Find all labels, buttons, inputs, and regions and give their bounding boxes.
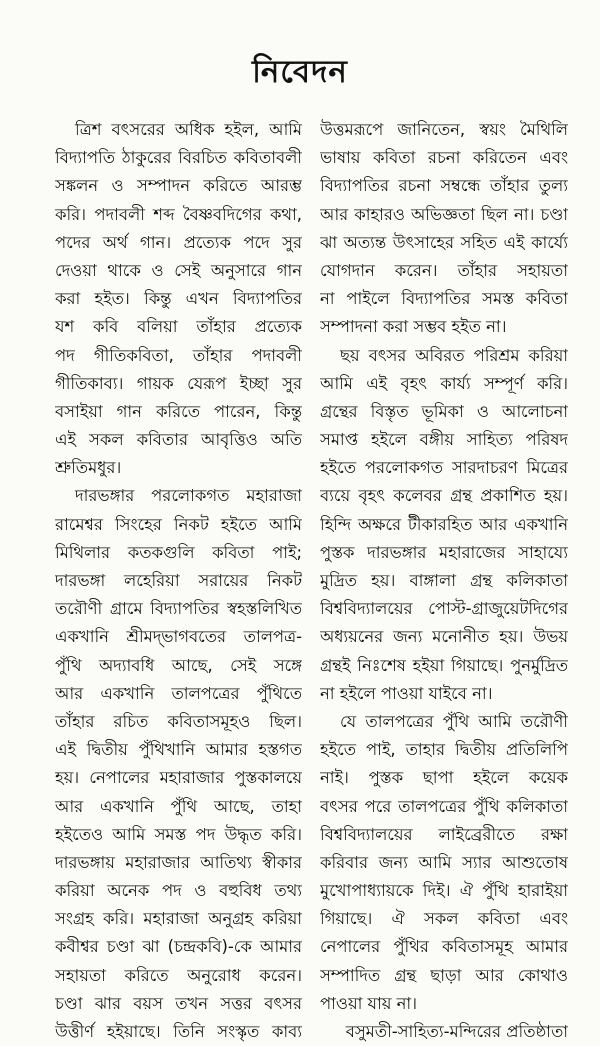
text-line: মুদ্রিত হয়। বাঙ্গালা গ্রন্থ কলিকাতা <box>320 571 568 590</box>
text-line: নাই। পুস্তক ছাপা হইলে কয়েক <box>320 768 568 788</box>
text-line: বৎসর পরে তালপত্রের পুঁথি কলিকাতা <box>320 796 568 816</box>
text-line: বিদ্যাপতি ঠাকুরের বিরচিত কবিতাবলী <box>55 148 302 168</box>
text-line: যশ কবি বলিয়া তাঁহার প্রত্যেক <box>55 317 302 337</box>
text-line: রামেশ্বর সিংহের নিকট হইতে আমি <box>55 514 302 534</box>
text-line: বিদ্যাপতির রচনা সম্বন্ধে তাঁহার তুল্য <box>320 176 568 196</box>
text-line: পুস্তক দারভঙ্গার মহারাজের সাহায্যে <box>320 542 568 562</box>
text-line: আর কাহারও অভিজ্ঞতা ছিল না। চণ্ডা <box>320 204 568 224</box>
text-line: শ্রুতিমধুর। <box>55 458 122 478</box>
text-line: তাঁহার রচিত কবিতাসমূহও ছিল। <box>55 711 302 731</box>
text-line: গীতিকাব্য। গায়ক যেরূপ ইচ্ছা সুর <box>55 373 302 393</box>
page-title: নিবেদন <box>252 54 348 90</box>
text-line: হইতেও আমি সমস্ত পদ উদ্ধৃত করি। <box>55 824 302 844</box>
text-line: করা হইত। কিন্তু এখন বিদ্যাপতির <box>55 289 302 309</box>
text-line: উত্তমরূপে জানিতেন, স্বয়ং মৈথিলি <box>320 120 568 139</box>
text-line: দারভঙ্গার পরলোকগত মহারাজা <box>75 486 302 506</box>
text-line: বিশ্ববিদ্যালয়ের পোস্ট-গ্রাজুয়েটদিগের <box>320 599 568 619</box>
text-line: হিন্দি অক্ষরে টীকারহিত আর একখানি <box>320 514 568 534</box>
text-line: সহায়তা করিতে অনুরোধ করেন। <box>55 965 302 985</box>
text-line: দারভঙ্গা লহেরিয়া সরায়ের নিকট <box>55 571 302 590</box>
text-line: সমাপ্ত হইলে বঙ্গীয় সাহিত্য পরিষদ <box>320 430 568 450</box>
text-line: আর একখানি পুঁথি আছে, তাহা <box>55 796 302 816</box>
text-line: সম্পাদনা করা সম্ভব হইত না। <box>320 317 507 337</box>
text-line: চণ্ডা ঝার বয়স তখন সত্তর বৎসর <box>55 993 302 1013</box>
text-line: আমি এই বৃহৎ কার্য্য সম্পূর্ণ করি। <box>320 373 568 393</box>
text-line: ত্রিশ বৎসরের অধিক হইল, আমি <box>75 120 302 139</box>
text-line: ভাষায় কবিতা রচনা করিতেন এবং <box>320 148 568 168</box>
text-line: ব্যয়ে বৃহৎ কলেবর গ্রন্থ প্রকাশিত হয়। <box>320 486 568 506</box>
text-line: একখানি শ্রীমদ্‌ভাগবতের তালপত্র- <box>55 627 302 647</box>
text-line: করি। পদাবলী শব্দ বৈষ্ণবদিগের কথা, <box>55 204 302 224</box>
right-column <box>320 116 568 1046</box>
text-line: না পাইলে বিদ্যাপতির সমস্ত কবিতা <box>320 289 568 309</box>
text-line: দারভঙ্গায় মহারাজার আতিথ্য স্বীকার <box>55 852 302 872</box>
text-line: আর একখানি তালপত্রের পুঁথিতে <box>55 683 302 703</box>
signature-line: বসুমতী-সাহিত্য-মন্দিরের প্রতিষ্ঠাতা <box>345 1022 568 1041</box>
text-line: বসাইয়া গান করিতে পারেন, কিন্তু <box>55 401 302 421</box>
text-line: কবীশ্বর চণ্ডা ঝা (চন্দ্রকবি)-কে আমার <box>55 937 302 957</box>
text-line: নেপালের পুঁথির কবিতাসমূহ আমার <box>320 937 568 957</box>
text-line: হইতে পরলোকগত সারদাচরণ মিত্রের <box>320 458 568 478</box>
text-line: সম্পাদিত গ্রন্থ ছাড়া আর কোথাও <box>320 965 568 985</box>
text-line: হয়। নেপালের মহারাজার পুস্তকালয়ে <box>55 768 302 788</box>
text-line: সঙ্কলন ও সম্পাদন করিতে আরম্ভ <box>55 176 302 196</box>
text-line: গ্রন্থের বিস্তৃত ভূমিকা ও আলোচনা <box>320 401 568 421</box>
text-line: তরৌণী গ্রামে বিদ্যাপতির স্বহস্তলিখিত <box>55 599 302 619</box>
text-line: যোগদান করেন। তাঁহার সহায়তা <box>320 260 568 280</box>
text-line: করিবার জন্য আমি স্যার আশুতোষ <box>320 852 568 872</box>
text-line: বিশ্ববিদ্যালয়ের লাইব্রেরীতে রক্ষা <box>320 824 568 844</box>
text-line: অধ্যয়নের জন্য মনোনীত হয়। উভয় <box>320 627 568 647</box>
text-line: পদের অর্থ গান। প্রত্যেক পদে সুর <box>55 232 302 252</box>
text-line: সংগ্রহ করি। মহারাজা অনুগ্রহ করিয়া <box>55 909 302 929</box>
text-line: করিয়া অনেক পদ ও বহুবিধ তথ্য <box>55 881 302 901</box>
left-column <box>55 116 302 1046</box>
text-line: পদ গীতিকবিতা, তাঁহার পদাবলী <box>55 345 302 365</box>
text-line: না হইলে পাওয়া যাইবে না। <box>320 683 493 703</box>
text-line: গ্রন্থই নিঃশেষ হইয়া গিয়াছে। পুনর্মুদ্রিত <box>320 655 568 675</box>
text-line: এই সকল কবিতার আবৃত্তিও অতি <box>55 430 302 450</box>
text-line: ছয় বৎসর অবিরত পরিশ্রম করিয়া <box>340 345 568 365</box>
text-line: ঝা অত্যন্ত উৎসাহের সহিত এই কার্য্যে <box>320 232 568 252</box>
text-line: উত্তীর্ণ হইয়াছে। তিনি সংস্কৃত কাব্য <box>55 1022 302 1041</box>
text-line: এই দ্বিতীয় পুঁথিখানি আমার হস্তগত <box>55 740 302 760</box>
text-line: হইতে পাই, তাহার দ্বিতীয় প্রতিলিপি <box>320 740 568 760</box>
text-line: যে তালপত্রের পুঁথি আমি তরৌণী <box>340 711 568 731</box>
text-line: মুখোপাধ্যায়কে দিই। ঐ পুঁথি হারাইয়া <box>320 881 568 901</box>
text-line: গিয়াছে। ঐ সকল কবিতা এবং <box>320 909 568 929</box>
text-line: পাওয়া যায় না। <box>320 993 418 1013</box>
text-line: দেওয়া থাকে ও সেই অনুসারে গান <box>55 260 302 280</box>
text-line: মিথিলার কতকগুলি কবিতা পাই; <box>55 542 302 562</box>
text-line: পুঁথি অদ্যাবধি আছে, সেই সঙ্গে <box>55 655 302 675</box>
